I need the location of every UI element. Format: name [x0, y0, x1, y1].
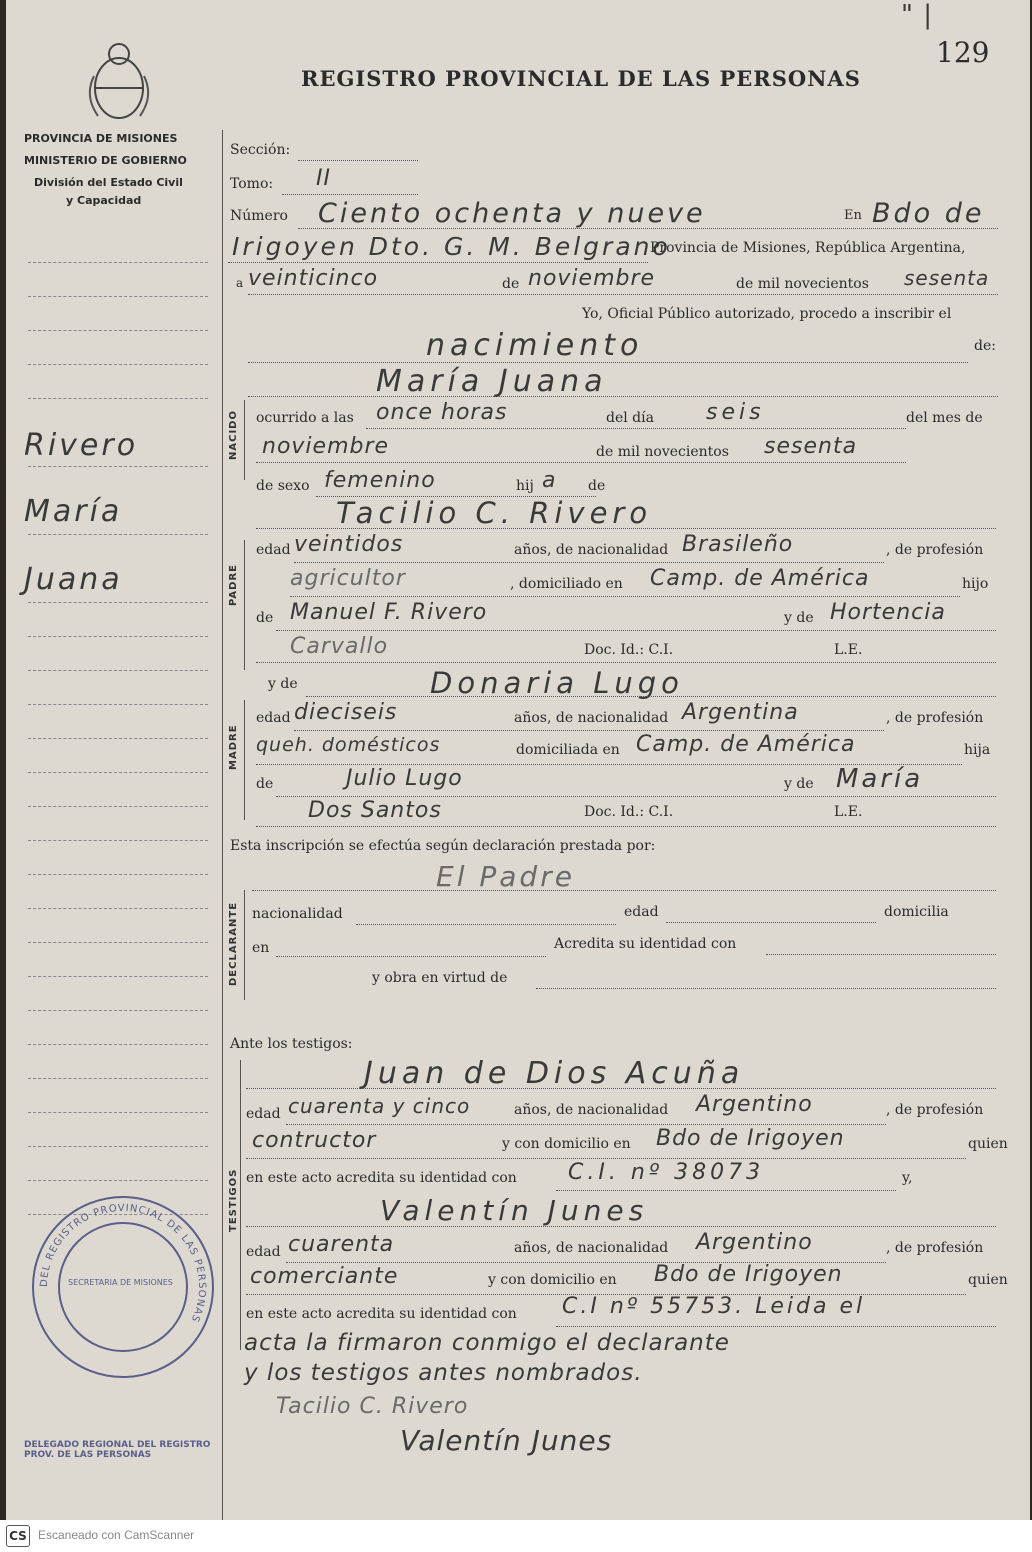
label-prof-father: , de profesión	[886, 542, 984, 558]
stamp-inner-label: SECRETARIA DE MISIONES	[68, 1278, 173, 1287]
label-del-dia: del día	[606, 410, 654, 426]
section-label-declarante: DECLARANTE	[228, 901, 239, 986]
stamp-bottom-label: DELEGADO REGIONAL DEL REGISTRO PROV. DE LAS PERSONAS	[24, 1440, 211, 1460]
org-line-4: y Capacidad	[66, 194, 142, 207]
label-domiciliada: domiciliada en	[516, 742, 620, 758]
value-en-place: Bdo de	[872, 198, 985, 229]
label-acredita-w1: en este acto acredita su identidad con	[246, 1170, 517, 1186]
label-quien-w2: quien	[968, 1272, 1008, 1288]
label-edad-mother: edad	[256, 710, 291, 726]
value-mother-profession: queh. domésticos	[256, 734, 441, 756]
camscanner-badge: CS	[6, 1525, 30, 1547]
label-edad-father: edad	[256, 542, 291, 558]
value-child-name: María Juana	[376, 364, 608, 399]
value-witness1-name: Juan de Dios Acuña	[364, 1056, 745, 1091]
value-witness2-nationality: Argentino	[696, 1230, 813, 1255]
value-place-line: Irigoyen Dto. G. M. Belgrano	[232, 232, 671, 261]
value-witness1-age: cuarenta y cinco	[288, 1094, 471, 1118]
label-acredita: Acredita su identidad con	[554, 936, 737, 952]
label-doc-id-mother: Doc. Id.: C.I.	[584, 804, 674, 820]
value-witness2-id: C.I nº 55753. Leida el	[562, 1294, 866, 1319]
label-y: y,	[902, 1170, 913, 1186]
label-ante: Ante los testigos:	[230, 1036, 353, 1052]
value-birth-month: noviembre	[262, 434, 390, 459]
document-title: REGISTRO PROVINCIAL DE LAS PERSONAS	[301, 66, 861, 91]
document-page	[6, 0, 1030, 1520]
label-de-4: de	[256, 776, 274, 792]
value-witness1-id: C.I. nº 38073	[568, 1160, 765, 1185]
value-father-nationality: Brasileño	[682, 532, 794, 557]
page-number: 129	[936, 36, 990, 69]
label-de: de	[502, 276, 520, 292]
label-en: En	[844, 208, 862, 223]
value-father-age: veintidos	[294, 532, 404, 557]
value-father-profession: agricultor	[290, 566, 406, 591]
label-de-3: de	[256, 610, 274, 626]
label-obra: y obra en virtud de	[372, 970, 508, 986]
label-prof-mother: , de profesión	[886, 710, 984, 726]
label-con-domicilio-w2: y con domicilio en	[488, 1272, 617, 1288]
value-mother-mother: María	[836, 764, 924, 794]
value-numero: Ciento ochenta y nueve	[318, 198, 706, 229]
margin-second-name: Juana	[24, 562, 123, 597]
label-le-father: L.E.	[834, 642, 863, 658]
value-father-address: Camp. de América	[650, 566, 870, 591]
value-mother-nationality: Argentina	[682, 700, 799, 725]
label-acredita-w2: en este acto acredita su identidad con	[246, 1306, 517, 1322]
value-closing-2: y los testigos antes nombrados.	[244, 1360, 643, 1386]
stamp-ring-label: DEL REGISTRO PROVINCIAL DE LAS PERSONAS	[38, 1202, 208, 1325]
org-line-2: MINISTERIO DE GOBIERNO	[24, 154, 187, 167]
label-nac-mother: años, de nacionalidad	[514, 710, 669, 726]
value-witness1-address: Bdo de Irigoyen	[656, 1126, 845, 1151]
label-le-mother: L.E.	[834, 804, 863, 820]
label-hijo: hijo	[962, 576, 989, 592]
value-hour: once horas	[376, 400, 508, 425]
scanner-footer	[0, 1520, 1032, 1552]
value-mother-age: dieciseis	[294, 700, 398, 725]
camscanner-text: Escaneado con CamScanner	[38, 1528, 195, 1542]
label-nac-w2: años, de nacionalidad	[514, 1240, 669, 1256]
label-y-de: y de	[784, 610, 814, 626]
corner-marks: " |	[901, 0, 933, 30]
label-del-mes: del mes de	[906, 410, 983, 426]
section-label-nacido: NACIDO	[228, 410, 239, 460]
value-father-father: Manuel F. Rivero	[290, 600, 488, 625]
label-prof-w1: , de profesión	[886, 1102, 984, 1118]
label-provincia: Provincia de Misiones, República Argentina,	[650, 240, 966, 256]
value-declarant: El Padre	[436, 860, 575, 893]
label-domicilia: domicilia	[884, 904, 949, 920]
value-mother-name: Donaria Lugo	[430, 666, 684, 700]
label-numero: Número	[230, 208, 288, 224]
value-witness2-name: Valentín Junes	[380, 1194, 649, 1227]
signature-2: Valentín Junes	[400, 1424, 613, 1457]
org-line-3: División del Estado Civil	[34, 176, 183, 189]
label-doc-id-father: Doc. Id.: C.I.	[584, 642, 674, 658]
margin-first-name: María	[24, 494, 123, 529]
value-sex: femenino	[324, 468, 436, 493]
coat-of-arms-emblem	[84, 36, 154, 128]
section-label-madre: MADRE	[228, 724, 239, 770]
stamp-ring-text	[34, 1198, 212, 1376]
value-birth-year: sesenta	[764, 434, 858, 459]
value-year-written: sesenta	[904, 266, 990, 290]
signature-1: Tacilio C. Rivero	[276, 1394, 469, 1419]
label-domiciliado: , domiciliado en	[510, 576, 623, 592]
value-father-mother-2: Carvallo	[290, 634, 389, 659]
label-de-sexo: de sexo	[256, 478, 310, 494]
official-stamp	[32, 1196, 214, 1378]
org-line-1: PROVINCIA DE MISIONES	[24, 132, 178, 145]
label-oficial: Yo, Oficial Público autorizado, procedo a inscribir el	[582, 306, 952, 322]
value-witness1-nationality: Argentino	[696, 1092, 813, 1117]
value-month-written: noviembre	[528, 266, 656, 291]
value-act-type: nacimiento	[426, 328, 644, 363]
label-quien-w1: quien	[968, 1136, 1008, 1152]
section-label-testigos: TESTIGOS	[228, 1168, 239, 1232]
value-birth-day: seis	[706, 400, 765, 425]
label-inscripcion: Esta inscripción se efectúa según declaración prestada por:	[230, 838, 656, 854]
label-edad-declarant: edad	[624, 904, 659, 920]
label-prof-w2: , de profesión	[886, 1240, 984, 1256]
label-con-domicilio-w1: y con domicilio en	[502, 1136, 631, 1152]
value-closing-1: acta la firmaron conmigo el declarante	[244, 1330, 730, 1356]
value-witness2-age: cuarenta	[288, 1232, 395, 1257]
value-father-name: Tacilio C. Rivero	[336, 496, 653, 530]
value-witness1-profession: contructor	[252, 1128, 377, 1153]
svg-text:DEL REGISTRO PROVINCIAL DE LAS	[39, 1203, 207, 1324]
value-mother-mother-2: Dos Santos	[308, 798, 442, 823]
label-nac-w1: años, de nacionalidad	[514, 1102, 669, 1118]
label-seccion: Sección:	[230, 142, 291, 158]
label-a: a	[236, 276, 244, 290]
label-nacionalidad: nacionalidad	[252, 906, 343, 922]
margin-surname: Rivero	[24, 428, 139, 463]
label-en-2: en	[252, 940, 270, 956]
label-de-colon: de:	[974, 338, 996, 354]
label-tomo: Tomo:	[230, 176, 274, 192]
label-hija: hija	[964, 742, 991, 758]
label-y-de-3: y de	[784, 776, 814, 792]
value-father-mother: Hortencia	[830, 600, 946, 625]
label-hij: hij	[516, 478, 534, 494]
value-tomo: II	[316, 166, 331, 191]
label-ocurrido: ocurrido a las	[256, 410, 354, 426]
value-mother-address: Camp. de América	[636, 732, 856, 757]
section-label-padre: PADRE	[228, 564, 239, 606]
value-hij-suffix: a	[542, 468, 557, 493]
label-nac-father: años, de nacionalidad	[514, 542, 669, 558]
value-witness2-profession: comerciante	[250, 1264, 399, 1289]
label-de-2: de	[588, 478, 606, 494]
label-de-mil: de mil novecientos	[736, 276, 869, 292]
label-y-de-2: y de	[268, 676, 298, 692]
value-day-written: veinticinco	[248, 266, 379, 291]
value-mother-father: Julio Lugo	[346, 766, 463, 791]
label-edad-w1: edad	[246, 1106, 281, 1122]
label-edad-w2: edad	[246, 1244, 281, 1260]
label-de-mil-2: de mil novecientos	[596, 444, 729, 460]
value-witness2-address: Bdo de Irigoyen	[654, 1262, 843, 1287]
